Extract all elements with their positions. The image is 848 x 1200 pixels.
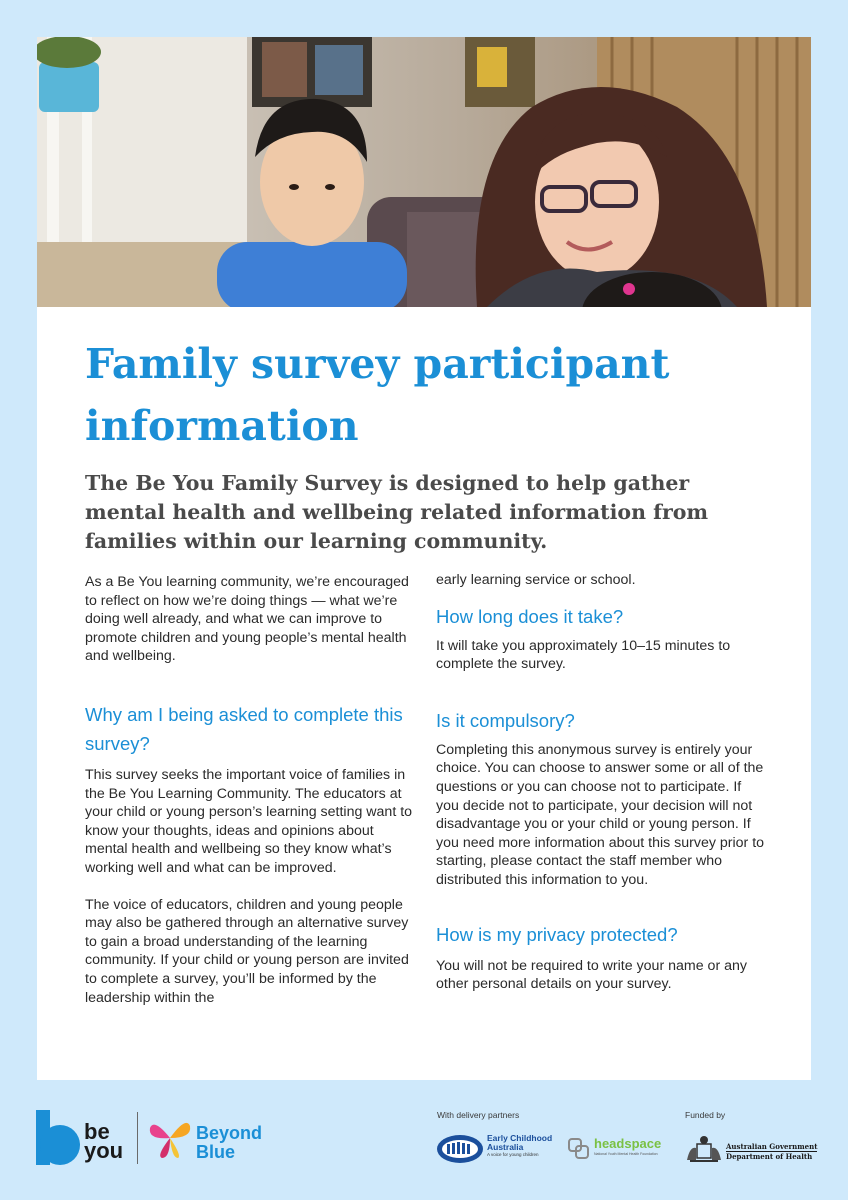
- beyou-word-be: be: [84, 1119, 110, 1144]
- privacy-paragraph: You will not be required to write your name or any other personal details on your survey.: [436, 957, 747, 993]
- eca-emblem-icon: [436, 1134, 484, 1164]
- why-paragraph-1: This survey seeks the important voice of families in the Be You Learning Community. The educators at your child or young person’s learning setting want to know your thoughts, ideas and opinions about mental health and wellbeing so they know what’s working well and what can be improved.: [85, 766, 413, 876]
- how-long-paragraph: It will take you approximately 10–15 minutes to complete the survey.: [436, 637, 731, 673]
- butterfly-icon: [148, 1116, 192, 1160]
- content-card: [37, 37, 811, 1080]
- beyondblue-wordmark: [196, 1124, 262, 1162]
- eca-name-line2: Australia: [487, 1142, 524, 1152]
- compulsory-heading: Is it compulsory?: [436, 709, 575, 731]
- left-column: [85, 573, 417, 1007]
- why-paragraph-2: The voice of educators, children and young people may also be gathered through an alternative survey to gain a broad understanding of the learning community. If your child or young person are invited to complete a survey, you’ll be informed by the leadership within the: [85, 896, 409, 1006]
- beyou-word-you: you: [84, 1138, 124, 1163]
- intro-paragraph: As a Be You learning community, we’re encouraged to reflect on how we’re doing things — what we’re doing well already, and what we can improve to promote children and young people’s mental health and wellbeing.: [85, 574, 409, 665]
- beyou-wordmark: [84, 1119, 124, 1163]
- compulsory-paragraph: Completing this anonymous survey is entirely your choice. You can choose to answer some or all of the questions or you can choose not to participate. If you decide not to participate, your decision will not disadvantage you or your child or young person. If you need more information about this survey prior to starting, please contact the staff member who distributed this information to you.: [436, 741, 765, 888]
- eca-name-line1: Early Childhood: [487, 1133, 553, 1143]
- footer: [0, 1080, 848, 1200]
- eca-tagline: A voice for young children: [487, 1152, 539, 1157]
- right-column: [436, 571, 776, 994]
- gov-name-line2: Department of Health: [726, 1152, 813, 1161]
- how-long-heading: How long does it take?: [436, 605, 624, 627]
- headspace-logo: [568, 1136, 678, 1166]
- headspace-tagline: National Youth Mental Health Foundation: [594, 1152, 658, 1156]
- coat-of-arms-icon: [684, 1134, 724, 1164]
- page-title: Family survey participant information: [85, 340, 670, 450]
- continuation-text: early learning service or school.: [436, 572, 636, 588]
- beyou-logo-icon: [36, 1110, 80, 1165]
- delivery-partners-label: With delivery partners: [437, 1110, 520, 1120]
- why-heading: Why am I being asked to complete this survey?: [85, 703, 403, 754]
- privacy-heading: How is my privacy protected?: [436, 923, 678, 945]
- headspace-emblem-icon: [568, 1138, 590, 1160]
- australian-government-logo: [684, 1134, 818, 1168]
- eca-logo: [436, 1132, 556, 1166]
- beyondblue-word-blue: Blue: [196, 1142, 236, 1162]
- hero-photo: [37, 37, 811, 307]
- beyondblue-word-beyond: Beyond: [196, 1123, 263, 1143]
- gov-name-line1: Australian Government: [726, 1142, 818, 1151]
- headspace-wordmark: headspace: [594, 1136, 662, 1151]
- lead-paragraph: The Be You Family Survey is designed to help gather mental health and wellbeing related information from families within our learning community.: [85, 471, 709, 553]
- logo-divider: [137, 1112, 138, 1164]
- funded-by-label: Funded by: [685, 1110, 726, 1120]
